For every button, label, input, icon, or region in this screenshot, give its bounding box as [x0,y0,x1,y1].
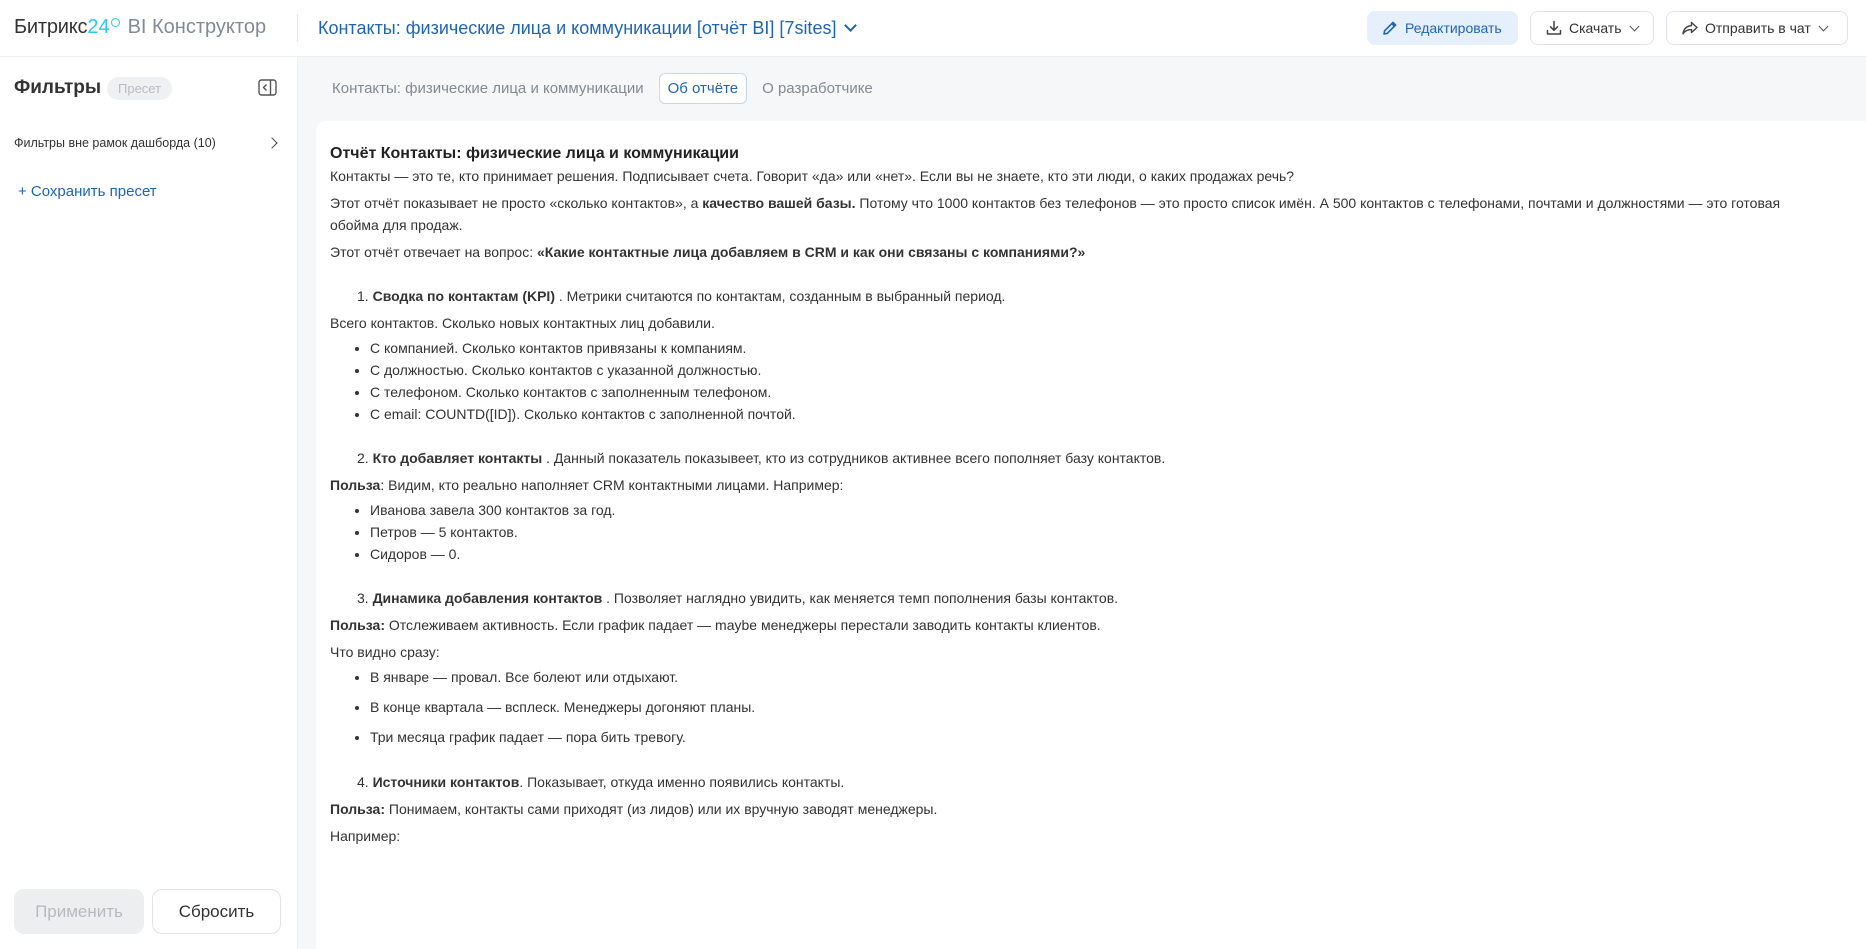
bullet-list [330,666,1830,748]
doc-paragraph: Польза: Отслеживаем активность. Если график падает — maybe менеджеры перестали заводить контакты клиентов. [330,617,1101,633]
download-button[interactable] [1530,11,1654,45]
clock-icon [111,18,120,27]
section-heading: 2. Кто добавляет контакты . Данный показатель показывеет, кто из сотрудников активнее всего пополняет базу контактов. [357,450,1166,466]
save-preset-link[interactable]: + Сохранить пресет [18,183,157,200]
collapse-sidebar-icon[interactable] [258,79,277,96]
report-title-dropdown[interactable] [318,18,855,39]
download-icon [1545,19,1563,37]
doc-paragraph: Всего контактов. Сколько новых контактных лиц добавили. [330,315,715,331]
chevron-down-icon [1818,21,1828,31]
out-filters-label: Фильтры вне рамок дашборда (10) [14,136,216,150]
list-item: • Сидоров — 0. [370,543,1830,565]
list-item: • Три месяца график падает — пора бить тревогу. [370,726,1830,748]
list-item: • С компанией. Сколько контактов привязаны к компаниям. [370,337,1830,359]
edit-button-label: Редактировать [1405,20,1502,36]
section-heading: 1. Сводка по контактам (KPI) . Метрики считаются по контактам, созданным в выбранный период. [357,288,1006,304]
doc-paragraph: Что видно сразу: [330,644,440,660]
chevron-down-icon [1629,21,1639,31]
filters-title: Фильтры [14,77,102,98]
list-item: • Иванова завела 300 контактов за год. [370,499,1830,521]
doc-paragraph: Этот отчёт показывает не просто «сколько контактов», а качество вашей базы. Потому что 1000 контактов без телефонов — это просто список имён. А 500 контактов с телефонами, почтами и должностями — это готовая обойма для продаж. [330,195,1781,233]
edit-button[interactable] [1367,11,1518,45]
header-divider [297,14,298,42]
bitrix24-logo[interactable] [14,16,266,39]
filters-sidebar [0,57,298,949]
tab-about-report[interactable]: Об отчёте [659,73,748,104]
pencil-icon [1381,19,1399,37]
list-item: • С email: COUNTD([ID]). Сколько контактов с заполненной почтой. [370,403,1830,425]
section-heading: 3. Динамика добавления контактов . Позволяет наглядно увидить, как меняется темп пополнения базы контактов. [357,590,1119,606]
chevron-down-icon [845,19,858,32]
doc-paragraph: Польза: Понимаем, контакты сами приходят (из лидов) или их вручную заводят менеджеры. [330,801,938,817]
report-tabs [323,73,888,104]
send-button-label: Отправить в чат [1705,20,1811,36]
section-heading: 4. Источники контактов. Показывает, откуда именно появились контакты. [357,774,845,790]
doc-title: Отчёт Контакты: физические лица и коммуникации [330,145,739,162]
logo-number: 24 [87,16,110,38]
doc-paragraph: Этот отчёт отвечает на вопрос: «Какие контактные лица добавляем в CRM и как они связаны с компаниями?» [330,244,1086,260]
chevron-right-icon [266,137,277,148]
list-item: • В конце квартала — всплеск. Менеджеры догоняют планы. [370,696,1830,718]
bullet-list [330,337,1830,425]
logo-brand: Битрикс [14,16,88,38]
list-item: • С должностью. Сколько контактов с указанной должностью. [370,359,1830,381]
tab-about-developer[interactable]: О разработчике [762,80,873,97]
top-header [0,0,1866,57]
doc-paragraph: Например: [330,828,401,844]
bullet-list [330,499,1830,565]
list-item: • В январе — провал. Все болеют или отдыхают. [370,666,1830,688]
about-report-panel [316,121,1866,949]
out-of-dashboard-filters[interactable] [14,136,280,150]
list-item: • С телефоном. Сколько контактов с заполненным телефоном. [370,381,1830,403]
download-button-label: Скачать [1569,20,1622,36]
doc-paragraph: Контакты — это те, кто принимает решения. Подписывает счета. Говорит «да» или «нет». Если вы не знаете, кто эти люди, о каких продажах речь? [330,168,1295,184]
reset-button[interactable]: Сбросить [152,889,281,934]
logo-product: BI Конструктор [127,16,267,38]
report-title: Контакты: физические лица и коммуникации [отчёт BI] [7sites] [318,18,837,38]
apply-button[interactable]: Применить [14,889,144,934]
main-area [298,57,1866,949]
doc-paragraph: Польза: Видим, кто реально наполняет CRM контактными лицами. Например: [330,477,844,493]
preset-badge[interactable]: Пресет [107,77,172,100]
report-description [330,143,1830,847]
share-arrow-icon [1681,19,1699,37]
list-item: • Петров — 5 контактов. [370,521,1830,543]
tab-dashboard[interactable]: Контакты: физические лица и коммуникации [332,80,644,97]
send-to-chat-button[interactable] [1666,11,1848,45]
